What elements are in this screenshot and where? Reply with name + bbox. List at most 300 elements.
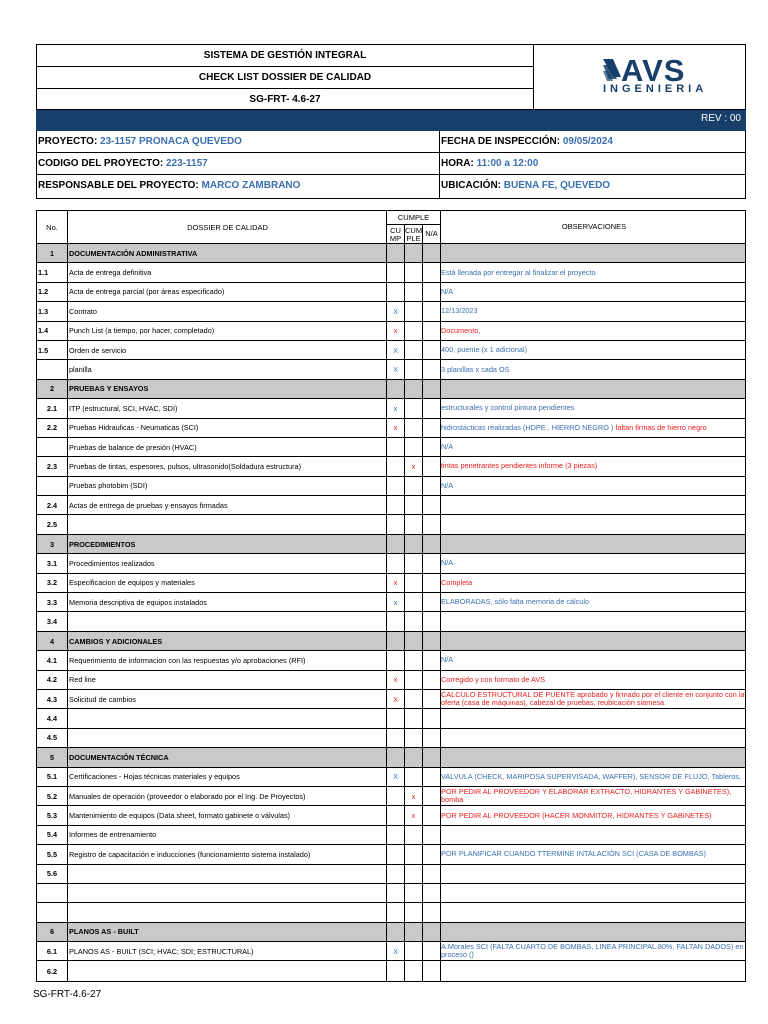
table-row bbox=[37, 399, 745, 418]
item-description bbox=[68, 903, 387, 921]
table-row bbox=[37, 826, 745, 845]
na-cell bbox=[423, 612, 441, 630]
cumple-cell bbox=[387, 632, 405, 650]
item-description bbox=[68, 729, 387, 747]
section-row bbox=[37, 535, 745, 554]
observation-text: VALVULA (CHECK, MARIPOSA SUPERVISADA, WAFFER), SENSOR DE FLUJO, Tableros, bbox=[441, 771, 742, 781]
cumple-cell bbox=[387, 845, 405, 863]
item-description: PRUEBAS Y ENSAYOS bbox=[68, 380, 387, 398]
table-row bbox=[37, 768, 745, 787]
cumple-cell bbox=[387, 244, 405, 262]
cumple-cell-2 bbox=[405, 923, 423, 941]
table-row bbox=[37, 651, 745, 670]
avs-logo bbox=[599, 55, 749, 99]
item-number: 6.1 bbox=[37, 942, 68, 960]
na-cell bbox=[423, 593, 441, 611]
observation-text: N/A bbox=[441, 286, 454, 296]
item-description: Pruebas photobim (SDI) bbox=[68, 477, 387, 495]
na-cell bbox=[423, 729, 441, 747]
check-mark: X bbox=[387, 768, 405, 786]
observation-text: 3 planillas x cada OS bbox=[441, 364, 510, 374]
item-description bbox=[68, 709, 387, 727]
observation bbox=[441, 690, 747, 708]
observation bbox=[441, 709, 747, 727]
observation bbox=[441, 380, 747, 398]
logo-sub-text: INGENIERIA bbox=[603, 83, 708, 95]
col-cumple-sub: CU MP bbox=[387, 225, 405, 244]
section-row bbox=[37, 632, 745, 651]
check-mark: x bbox=[387, 419, 405, 437]
header-system-title: SISTEMA DE GESTIÓN INTEGRAL bbox=[37, 45, 533, 67]
na-cell bbox=[423, 748, 441, 766]
observation bbox=[441, 671, 747, 689]
observation bbox=[441, 903, 747, 921]
item-number bbox=[37, 903, 68, 921]
na-cell bbox=[423, 244, 441, 262]
item-number bbox=[37, 477, 68, 495]
na-cell bbox=[423, 671, 441, 689]
na-cell bbox=[423, 399, 441, 417]
cumple-cell bbox=[387, 651, 405, 669]
observation-text: N/A bbox=[441, 442, 454, 452]
na-cell bbox=[423, 360, 441, 378]
col-no-header: No. bbox=[37, 211, 68, 243]
item-description: PLANOS AS - BUILT bbox=[68, 923, 387, 941]
cumple-cell bbox=[387, 709, 405, 727]
item-description: Manuales de operación (proveedor o elaborado por el Ing. De Proyectos) bbox=[68, 787, 387, 805]
cumple-cell bbox=[387, 826, 405, 844]
check-mark: x bbox=[387, 399, 405, 417]
table-row bbox=[37, 477, 745, 496]
col-cumple-sub2: CUM PLE bbox=[405, 226, 423, 243]
item-number: 4.1 bbox=[37, 651, 68, 669]
cumple-cell bbox=[387, 903, 405, 921]
observation-text: Completa bbox=[441, 577, 473, 587]
cumple-cell bbox=[387, 554, 405, 572]
item-description: Punch List (a tiempo, por hacer, completado) bbox=[68, 322, 387, 340]
revision-band bbox=[36, 110, 746, 131]
na-cell bbox=[423, 826, 441, 844]
cumple-cell bbox=[387, 283, 405, 301]
table-row bbox=[37, 865, 745, 884]
na-cell bbox=[423, 457, 441, 475]
cumple-cell-2 bbox=[405, 865, 423, 883]
cumple-cell bbox=[387, 748, 405, 766]
table-row bbox=[37, 690, 745, 709]
na-cell bbox=[423, 690, 441, 708]
item-number: 1.3 bbox=[37, 302, 68, 320]
col-dossier-header: DOSSIER DE CALIDAD bbox=[68, 211, 387, 243]
observation bbox=[441, 399, 747, 417]
na-cell bbox=[423, 961, 441, 980]
col-observaciones-header: OBSERVACIONES bbox=[561, 222, 627, 231]
table-row bbox=[37, 845, 745, 864]
cumple-cell-2 bbox=[405, 496, 423, 514]
table-row bbox=[37, 884, 745, 903]
observation bbox=[441, 360, 747, 378]
col-na-header: N/A bbox=[423, 225, 441, 244]
cumple-cell bbox=[387, 438, 405, 456]
na-cell bbox=[423, 283, 441, 301]
na-cell bbox=[423, 865, 441, 883]
cumple-cell bbox=[387, 961, 405, 980]
cumple-cell-2 bbox=[405, 360, 423, 378]
observation bbox=[441, 535, 747, 553]
item-number: 3.1 bbox=[37, 554, 68, 572]
cumple-cell-2 bbox=[405, 574, 423, 592]
observation bbox=[441, 845, 747, 863]
observation bbox=[441, 263, 747, 281]
cumple-cell-2 bbox=[405, 477, 423, 495]
table-row bbox=[37, 438, 745, 457]
observation-text: N/A bbox=[441, 480, 454, 490]
table-row bbox=[37, 574, 745, 593]
na-cell bbox=[423, 496, 441, 514]
observation bbox=[441, 806, 747, 824]
cumple-cell-2 bbox=[405, 341, 423, 359]
na-cell bbox=[423, 942, 441, 960]
na-cell bbox=[423, 515, 441, 533]
observation bbox=[441, 768, 747, 786]
check-mark: X bbox=[387, 360, 405, 378]
item-description: Pruebas de balance de presión (HVAC) bbox=[68, 438, 387, 456]
project-info bbox=[36, 131, 746, 199]
observation-text: POR PEDIR AL PROVEEDOR Y ELABORAR EXTRACTO, HIDRANTES Y GABINETES), bomba bbox=[441, 787, 732, 805]
observation bbox=[441, 341, 747, 359]
observation-text: POR PLANIFICAR CUANDO TTERMINE INTALACIÓN SCI (CASA DE BOMBAS) bbox=[441, 849, 706, 859]
item-number: 1.2 bbox=[37, 283, 68, 301]
na-cell bbox=[423, 322, 441, 340]
observation bbox=[441, 884, 747, 902]
observation bbox=[441, 477, 747, 495]
item-number: 2.2 bbox=[37, 419, 68, 437]
na-cell bbox=[423, 845, 441, 863]
observation-text: Corregido y con formato de AVS bbox=[441, 674, 546, 684]
observation bbox=[441, 244, 747, 262]
cumple-cell bbox=[387, 787, 405, 805]
item-description: Registro de capacitación e inducciones (funcionamiento sistema instalado) bbox=[68, 845, 387, 863]
cumple-cell bbox=[387, 865, 405, 883]
observation bbox=[441, 554, 747, 572]
observation-text: hidrostácticas realizadas (HDPE , HIERRO NEGRO ) bbox=[441, 422, 614, 432]
observation-text: 400, puente (x 1 adicional) bbox=[441, 345, 527, 355]
item-description: Requerimiento de informacion con las respuestas y/o aprobaciones (RFI) bbox=[68, 651, 387, 669]
cumple-cell-2 bbox=[405, 729, 423, 747]
table-row bbox=[37, 496, 745, 515]
item-number: 5.2 bbox=[37, 787, 68, 805]
project-field: PROYECTO: 23-1157 PRONACA QUEVEDO bbox=[38, 136, 242, 147]
observation bbox=[441, 438, 747, 456]
item-number: 2.3 bbox=[37, 457, 68, 475]
check-mark: X bbox=[387, 690, 405, 708]
observation-text: estructurales y control pintura pendientes bbox=[441, 403, 575, 413]
col-cumple-header: CUMPLE bbox=[387, 211, 441, 225]
observation bbox=[441, 942, 747, 960]
na-cell bbox=[423, 380, 441, 398]
cumple-cell bbox=[387, 535, 405, 553]
logo-main-text: AVS bbox=[621, 53, 686, 88]
observation bbox=[441, 574, 747, 592]
cumple-cell-2 bbox=[405, 302, 423, 320]
na-cell bbox=[423, 554, 441, 572]
cumple-cell-2 bbox=[405, 438, 423, 456]
table-row bbox=[37, 709, 745, 728]
table-row bbox=[37, 671, 745, 690]
item-number: 5.6 bbox=[37, 865, 68, 883]
cumple-cell-2 bbox=[405, 380, 423, 398]
cumple-cell-2 bbox=[405, 748, 423, 766]
cumple-cell bbox=[387, 806, 405, 824]
observation-text: Documento, bbox=[441, 325, 481, 335]
item-number: 4.4 bbox=[37, 709, 68, 727]
table-row bbox=[37, 341, 745, 360]
observation bbox=[441, 457, 747, 475]
cumple-cell-2 bbox=[405, 283, 423, 301]
observation-text: tintas penetrantes pendientes informe (3 piezas) bbox=[441, 461, 598, 471]
item-description bbox=[68, 515, 387, 533]
revision-label: REV : 00 bbox=[700, 113, 741, 124]
observation bbox=[441, 593, 747, 611]
check-mark: x bbox=[387, 322, 405, 340]
cumple-cell-2 bbox=[405, 845, 423, 863]
item-description bbox=[68, 961, 387, 980]
checklist-table bbox=[36, 210, 746, 982]
table-row bbox=[37, 457, 745, 476]
section-row bbox=[37, 748, 745, 767]
na-cell bbox=[423, 768, 441, 786]
table-row bbox=[37, 961, 745, 980]
item-number: 1.5 bbox=[37, 341, 68, 359]
cumple-cell-2 bbox=[405, 826, 423, 844]
observation bbox=[441, 283, 747, 301]
cumple-cell-2 bbox=[405, 612, 423, 630]
item-number: 1.4 bbox=[37, 322, 68, 340]
item-description: Acta de entrega parcial (por áreas especificado) bbox=[68, 283, 387, 301]
item-description: Mantenimiento de equipos (Data sheet, formato gabinete o válvulas) bbox=[68, 806, 387, 824]
cumple-cell-2 bbox=[405, 884, 423, 902]
item-number: 2 bbox=[37, 380, 68, 398]
na-cell bbox=[423, 787, 441, 805]
item-description: Especificacion de equipos y materiales bbox=[68, 574, 387, 592]
section-row bbox=[37, 380, 745, 399]
table-row bbox=[37, 942, 745, 961]
table-header-row bbox=[37, 211, 745, 244]
item-number: 2.1 bbox=[37, 399, 68, 417]
item-number: 4.2 bbox=[37, 671, 68, 689]
item-number: 4.3 bbox=[37, 690, 68, 708]
cumple-cell bbox=[387, 515, 405, 533]
observation bbox=[441, 961, 747, 980]
item-number bbox=[37, 438, 68, 456]
table-row bbox=[37, 322, 745, 341]
item-description: PROCEDIMIENTOS bbox=[68, 535, 387, 553]
cumple-cell-2 bbox=[405, 671, 423, 689]
na-cell bbox=[423, 438, 441, 456]
observation-text: CALCULO ESTRUCTURAL DE PUENTE aprobado y firmado por el cliente en conjunto con la oferta (casa de máquinas(, cabezal de pruebas, reubicación siamesa. bbox=[441, 690, 745, 708]
item-description: Pruebas de tintas, espesores, pulsos, ultrasonido(Soldadura estructura) bbox=[68, 457, 387, 475]
observation bbox=[441, 787, 747, 805]
item-number: 5.3 bbox=[37, 806, 68, 824]
table-row bbox=[37, 806, 745, 825]
cumple-cell-2 bbox=[405, 419, 423, 437]
item-description: PLANOS AS - BUILT (SCI; HVAC; SDI; ESTRUCTURAL) bbox=[68, 942, 387, 960]
na-cell bbox=[423, 903, 441, 921]
item-number: 1.1 bbox=[37, 263, 68, 281]
cumple-cell-2 bbox=[405, 690, 423, 708]
inspection-date-field: FECHA DE INSPECCIÓN: 09/05/2024 bbox=[441, 136, 613, 147]
item-number: 2.5 bbox=[37, 515, 68, 533]
item-description: Solicitud de cambios bbox=[68, 690, 387, 708]
cumple-cell-2 bbox=[405, 554, 423, 572]
item-number: 3.4 bbox=[37, 612, 68, 630]
item-description: Informes de entrenamiento bbox=[68, 826, 387, 844]
item-description: Memoria descriptiva de equipos instalados bbox=[68, 593, 387, 611]
item-description bbox=[68, 865, 387, 883]
item-number: 5.1 bbox=[37, 768, 68, 786]
observation bbox=[441, 729, 747, 747]
item-description bbox=[68, 884, 387, 902]
observation bbox=[441, 651, 747, 669]
observation bbox=[441, 419, 747, 437]
cumple-cell-2 bbox=[405, 515, 423, 533]
observation bbox=[441, 748, 747, 766]
item-number: 5.4 bbox=[37, 826, 68, 844]
project-code-field: CODIGO DEL PROYECTO: 223-1157 bbox=[38, 158, 208, 169]
cumple-cell bbox=[387, 263, 405, 281]
na-cell bbox=[423, 884, 441, 902]
check-mark: x bbox=[387, 574, 405, 592]
na-cell bbox=[423, 263, 441, 281]
item-description bbox=[68, 612, 387, 630]
item-number: 2.4 bbox=[37, 496, 68, 514]
item-description: Certificaciones - Hojas técnicas materiales y equipos bbox=[68, 768, 387, 786]
cumple-cell-2 bbox=[405, 651, 423, 669]
table-row bbox=[37, 283, 745, 302]
cumple-cell bbox=[387, 612, 405, 630]
observation-text: ELABORADAS, sólo falta memoria de cálculo bbox=[441, 597, 590, 607]
table-row bbox=[37, 554, 745, 573]
item-description: Orden de servicio bbox=[68, 341, 387, 359]
header-form-code: SG-FRT- 4.6-27 bbox=[249, 94, 321, 105]
observation-text-extra: faltan firmas de hierro negro bbox=[613, 422, 707, 432]
na-cell bbox=[423, 806, 441, 824]
check-mark: x bbox=[405, 457, 423, 475]
item-number: 3.3 bbox=[37, 593, 68, 611]
observation bbox=[441, 923, 747, 941]
cumple-cell-2 bbox=[405, 244, 423, 262]
na-cell bbox=[423, 535, 441, 553]
section-row bbox=[37, 244, 745, 263]
table-row bbox=[37, 515, 745, 534]
item-number: 3.2 bbox=[37, 574, 68, 592]
observation bbox=[441, 515, 747, 533]
observation bbox=[441, 322, 747, 340]
table-row bbox=[37, 419, 745, 438]
item-number bbox=[37, 884, 68, 902]
footer-form-code: SG-FRT-4.6-27 bbox=[33, 989, 102, 1000]
location-field: UBICACIÓN: BUENA FE, QUEVEDO bbox=[441, 180, 611, 191]
item-number: 5.5 bbox=[37, 845, 68, 863]
check-mark: x bbox=[405, 787, 423, 805]
observation bbox=[441, 632, 747, 650]
item-description: DOCUMENTACIÓN ADMINISTRATIVA bbox=[68, 244, 387, 262]
check-mark: x bbox=[405, 806, 423, 824]
observation bbox=[441, 826, 747, 844]
table-row bbox=[37, 903, 745, 922]
observation-text: N/A bbox=[441, 558, 454, 568]
item-description: Contrato bbox=[68, 302, 387, 320]
na-cell bbox=[423, 651, 441, 669]
cumple-cell bbox=[387, 923, 405, 941]
item-description: Pruebas Hidraulicas - Neumaticas (SCI) bbox=[68, 419, 387, 437]
table-row bbox=[37, 729, 745, 748]
observation-text: POR PEDIR AL PROVEEDOR (HACER MONMITOR, HIDRANTES Y GABINETES) bbox=[441, 810, 712, 820]
item-description: planilla bbox=[68, 360, 387, 378]
project-manager-field: RESPONSABLE DEL PROYECTO: MARCO ZAMBRANO bbox=[38, 180, 301, 191]
cumple-cell bbox=[387, 729, 405, 747]
cumple-cell-2 bbox=[405, 768, 423, 786]
cumple-cell-2 bbox=[405, 399, 423, 417]
item-number: 5 bbox=[37, 748, 68, 766]
na-cell bbox=[423, 574, 441, 592]
observation bbox=[441, 612, 747, 630]
table-row bbox=[37, 593, 745, 612]
time-field: HORA: 11:00 a 12:00 bbox=[441, 158, 539, 169]
observation-text: N/A bbox=[441, 655, 454, 665]
observation-text: Está llenada por entregar al finalizar el proyecto bbox=[441, 267, 596, 277]
cumple-cell-2 bbox=[405, 942, 423, 960]
cumple-cell-2 bbox=[405, 263, 423, 281]
table-row bbox=[37, 360, 745, 379]
cumple-cell-2 bbox=[405, 593, 423, 611]
item-number: 4 bbox=[37, 632, 68, 650]
item-description: Actas de entrega de pruebas y ensayos firmadas bbox=[68, 496, 387, 514]
cumple-cell-2 bbox=[405, 961, 423, 980]
item-number bbox=[37, 360, 68, 378]
cumple-cell bbox=[387, 477, 405, 495]
check-mark: x bbox=[387, 671, 405, 689]
table-row bbox=[37, 787, 745, 806]
item-description: Acta de entrega definitiva bbox=[68, 263, 387, 281]
check-mark: X bbox=[387, 942, 405, 960]
observation bbox=[441, 302, 747, 320]
observation bbox=[441, 865, 747, 883]
item-description: Red line bbox=[68, 671, 387, 689]
cumple-cell bbox=[387, 380, 405, 398]
cumple-cell bbox=[387, 457, 405, 475]
item-number: 3 bbox=[37, 535, 68, 553]
table-row bbox=[37, 612, 745, 631]
item-number: 4.5 bbox=[37, 729, 68, 747]
cumple-cell bbox=[387, 496, 405, 514]
check-mark: X bbox=[387, 302, 405, 320]
document-header bbox=[36, 44, 746, 110]
item-description: ITP (estructural, SCI, HVAC, SDI) bbox=[68, 399, 387, 417]
item-number: 6 bbox=[37, 923, 68, 941]
na-cell bbox=[423, 341, 441, 359]
cumple-cell-2 bbox=[405, 632, 423, 650]
observation-text: 12/13/2023 bbox=[441, 306, 478, 316]
item-description: DOCUMENTACIÓN TÉCNICA bbox=[68, 748, 387, 766]
observation bbox=[441, 496, 747, 514]
table-row bbox=[37, 263, 745, 282]
item-number: 6.2 bbox=[37, 961, 68, 980]
check-mark: x bbox=[387, 593, 405, 611]
cumple-cell-2 bbox=[405, 903, 423, 921]
cumple-cell-2 bbox=[405, 535, 423, 553]
item-description: Procedimientos realizados bbox=[68, 554, 387, 572]
na-cell bbox=[423, 632, 441, 650]
